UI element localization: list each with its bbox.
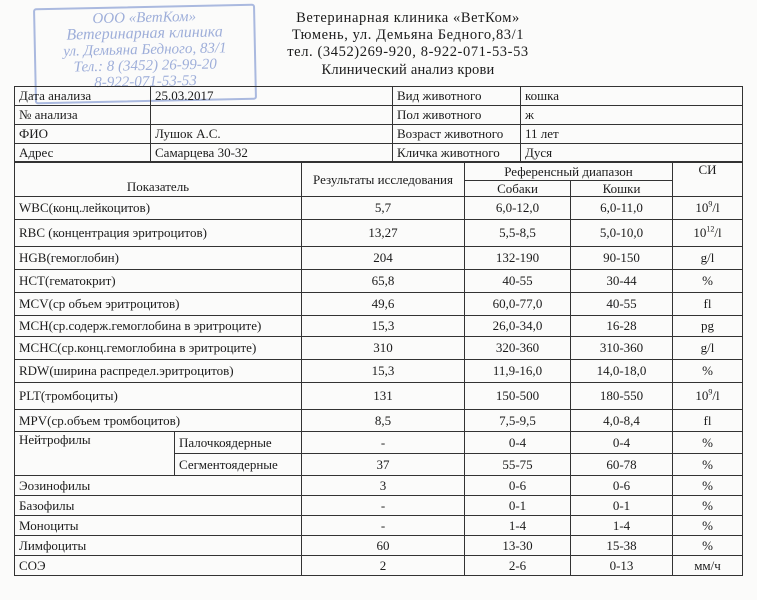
indicator-name: WBC(конц.лейкоцитов) bbox=[15, 197, 302, 220]
result-value: - bbox=[302, 496, 465, 516]
unit-base: fl bbox=[703, 296, 712, 311]
unit-base: % bbox=[702, 363, 713, 378]
age-value: 11 лет bbox=[521, 125, 743, 144]
number-value bbox=[151, 106, 393, 125]
date-label: Дата анализа bbox=[15, 87, 151, 106]
result-value: 8,5 bbox=[302, 410, 465, 432]
indicator-name: HCT(гематокрит) bbox=[15, 270, 302, 293]
neutrophil-rows bbox=[15, 432, 743, 476]
header-reference: Референсный диапазон bbox=[465, 162, 673, 181]
result-value: 2 bbox=[302, 556, 465, 576]
tail-rows bbox=[15, 476, 743, 576]
document-header bbox=[248, 10, 568, 79]
date-value: 25.03.2017 bbox=[151, 87, 393, 106]
info-row bbox=[15, 144, 743, 163]
cats-range: 6,0-11,0 bbox=[571, 197, 673, 220]
si-unit bbox=[673, 410, 743, 432]
cats-range: 4,0-8,4 bbox=[571, 410, 673, 432]
header-results: Результаты исследования bbox=[302, 162, 465, 197]
dogs-range: 0-1 bbox=[465, 496, 571, 516]
cats-range: 60-78 bbox=[571, 454, 673, 476]
info-row bbox=[15, 87, 743, 106]
table-row bbox=[15, 360, 743, 383]
si-unit bbox=[673, 247, 743, 270]
result-value: 13,27 bbox=[302, 220, 465, 247]
unit-base: fl bbox=[703, 412, 712, 428]
indicator-name: MCHC(ср.конц.гемоглобина в эритроците) bbox=[15, 337, 302, 360]
dogs-range: 6,0-12,0 bbox=[465, 197, 571, 220]
table-row bbox=[15, 247, 743, 270]
header-cats: Кошки bbox=[571, 181, 673, 197]
si-unit bbox=[673, 197, 743, 220]
table-row bbox=[15, 220, 743, 247]
si-unit: % bbox=[673, 476, 743, 496]
unit-base: % bbox=[702, 273, 713, 288]
dogs-range: 11,9-16,0 bbox=[465, 360, 571, 383]
si-unit: % bbox=[673, 432, 743, 454]
info-row bbox=[15, 106, 743, 125]
unit-tail: /l bbox=[714, 225, 722, 240]
result-value: - bbox=[302, 516, 465, 536]
dogs-range: 2-6 bbox=[465, 556, 571, 576]
header-si: СИ bbox=[673, 162, 743, 197]
cats-range: 15-38 bbox=[571, 536, 673, 556]
indicator-name: RBC (концентрация эритроцитов) bbox=[15, 220, 302, 247]
dogs-range: 320-360 bbox=[465, 337, 571, 360]
species-value: кошка bbox=[521, 87, 743, 106]
species-label: Вид животного bbox=[393, 87, 521, 106]
indicator-name: Моноциты bbox=[15, 516, 302, 536]
table-row bbox=[15, 383, 743, 410]
result-value: 15,3 bbox=[302, 316, 465, 337]
unit-base: pg bbox=[701, 318, 714, 333]
result-value: 131 bbox=[302, 383, 465, 410]
dogs-range: 7,5-9,5 bbox=[465, 410, 571, 432]
stamp-line: ул. Демьяна Бедного, 83/1 bbox=[63, 40, 227, 60]
info-row bbox=[15, 125, 743, 144]
clinic-name: Ветеринарная клиника «ВетКом» bbox=[296, 10, 520, 26]
dogs-range: 40-55 bbox=[465, 270, 571, 293]
unit-base: g/l bbox=[700, 250, 715, 265]
blood-test-table bbox=[14, 161, 743, 576]
table-row bbox=[15, 516, 743, 536]
unit-tail: /l bbox=[712, 200, 720, 215]
indicator-name: Базофилы bbox=[15, 496, 302, 516]
cats-range: 0-6 bbox=[571, 476, 673, 496]
cats-range: 90-150 bbox=[571, 247, 673, 270]
unit-base: g/l bbox=[700, 340, 715, 355]
clinic-address: Тюмень, ул. Демьяна Бедного,83/1 bbox=[291, 27, 525, 43]
age-label: Возраст животного bbox=[393, 125, 521, 144]
unit-base: 10 bbox=[695, 200, 709, 215]
si-unit: мм/ч bbox=[673, 556, 743, 576]
result-value: 15,3 bbox=[302, 360, 465, 383]
table-row bbox=[15, 476, 743, 496]
stamp-line: Ветеринарная клиника bbox=[66, 23, 223, 44]
unit-exponent: 9 bbox=[708, 387, 713, 397]
header-indicator: Показатель bbox=[15, 162, 302, 197]
indicator-name: СОЭ bbox=[15, 556, 302, 576]
main-rows bbox=[15, 197, 743, 432]
si-unit bbox=[673, 220, 743, 247]
cats-range: 5,0-10,0 bbox=[571, 220, 673, 247]
dogs-range: 0-6 bbox=[465, 476, 571, 496]
unit-tail: /l bbox=[712, 388, 720, 403]
result-value: - bbox=[302, 432, 465, 454]
pet-name-label: Кличка животного bbox=[393, 144, 521, 163]
dogs-range: 5,5-8,5 bbox=[465, 220, 571, 247]
indicator-name: MCH(ср.содерж.гемоглобина в эритроците) bbox=[15, 316, 302, 337]
result-value: 65,8 bbox=[302, 270, 465, 293]
cats-range: 180-550 bbox=[571, 383, 673, 410]
si-unit bbox=[673, 270, 743, 293]
clinic-phone: тел. (3452)269-920, 8-922-071-53-53 bbox=[287, 44, 529, 60]
si-unit bbox=[673, 316, 743, 337]
result-value: 60 bbox=[302, 536, 465, 556]
dogs-range: 1-4 bbox=[465, 516, 571, 536]
number-label: № анализа bbox=[15, 106, 151, 125]
si-unit bbox=[673, 360, 743, 383]
sub-indicator-name: Сегментоядерные bbox=[175, 454, 302, 476]
sub-indicator-name: Палочкоядерные bbox=[175, 432, 302, 454]
table-row bbox=[15, 496, 743, 516]
cats-range: 40-55 bbox=[571, 293, 673, 316]
owner-label: ФИО bbox=[15, 125, 151, 144]
dogs-range: 13-30 bbox=[465, 536, 571, 556]
indicator-name: Нейтрофилы bbox=[15, 432, 175, 476]
si-unit bbox=[673, 383, 743, 410]
unit-exponent: 12 bbox=[706, 224, 715, 234]
dogs-range: 26,0-34,0 bbox=[465, 316, 571, 337]
table-row bbox=[15, 556, 743, 576]
header-row bbox=[15, 162, 743, 181]
table-row bbox=[15, 293, 743, 316]
si-unit: % bbox=[673, 536, 743, 556]
address-value: Самарцева 30-32 bbox=[151, 144, 393, 163]
table-row bbox=[15, 316, 743, 337]
dogs-range: 60,0-77,0 bbox=[465, 293, 571, 316]
patient-info-table bbox=[14, 86, 743, 163]
table-row bbox=[15, 410, 743, 432]
table-row bbox=[15, 337, 743, 360]
pet-name-value: Дуся bbox=[521, 144, 743, 163]
indicator-name: RDW(ширина распредел.эритроцитов) bbox=[15, 360, 302, 383]
cats-range: 14,0-18,0 bbox=[571, 360, 673, 383]
indicator-name: MCV(ср объем эритроцитов) bbox=[15, 293, 302, 316]
stamp-line: 8-922-071-53-53 bbox=[94, 72, 197, 92]
unit-base: 10 bbox=[693, 225, 707, 240]
document-title: Клинический анализ крови bbox=[321, 62, 495, 78]
cats-range: 0-4 bbox=[571, 432, 673, 454]
result-value: 310 bbox=[302, 337, 465, 360]
table-row bbox=[15, 536, 743, 556]
table-row bbox=[15, 197, 743, 220]
dogs-range: 0-4 bbox=[465, 432, 571, 454]
indicator-name: Лимфоциты bbox=[15, 536, 302, 556]
si-unit: % bbox=[673, 454, 743, 476]
stamp-line: ООО «ВетКом» bbox=[92, 8, 197, 28]
result-value: 5,7 bbox=[302, 197, 465, 220]
dogs-range: 150-500 bbox=[465, 383, 571, 410]
sex-label: Пол животного bbox=[393, 106, 521, 125]
dogs-range: 55-75 bbox=[465, 454, 571, 476]
result-value: 204 bbox=[302, 247, 465, 270]
header-dogs: Собаки bbox=[465, 181, 571, 197]
table-row bbox=[15, 432, 743, 454]
result-value: 3 bbox=[302, 476, 465, 496]
si-unit: % bbox=[673, 516, 743, 536]
dogs-range: 132-190 bbox=[465, 247, 571, 270]
sex-value: ж bbox=[521, 106, 743, 125]
stamp-line: Тел.: 8 (3452) 26-99-20 bbox=[73, 56, 217, 76]
indicator-name: PLT(тромбоциты) bbox=[15, 383, 302, 410]
table-row bbox=[15, 270, 743, 293]
indicator-name: HGB(гемоглобин) bbox=[15, 247, 302, 270]
cats-range: 30-44 bbox=[571, 270, 673, 293]
indicator-name: MPV(ср.объем тромбоцитов) bbox=[15, 410, 302, 432]
unit-exponent: 9 bbox=[708, 199, 713, 209]
result-value: 37 bbox=[302, 454, 465, 476]
si-unit bbox=[673, 293, 743, 316]
cats-range: 310-360 bbox=[571, 337, 673, 360]
cats-range: 0-13 bbox=[571, 556, 673, 576]
si-unit: % bbox=[673, 496, 743, 516]
indicator-name: Эозинофилы bbox=[15, 476, 302, 496]
result-value: 49,6 bbox=[302, 293, 465, 316]
si-unit bbox=[673, 337, 743, 360]
unit-base: 10 bbox=[695, 388, 709, 403]
address-label: Адрес bbox=[15, 144, 151, 163]
owner-value: Лушок А.С. bbox=[151, 125, 393, 144]
cats-range: 0-1 bbox=[571, 496, 673, 516]
cats-range: 1-4 bbox=[571, 516, 673, 536]
cats-range: 16-28 bbox=[571, 316, 673, 337]
